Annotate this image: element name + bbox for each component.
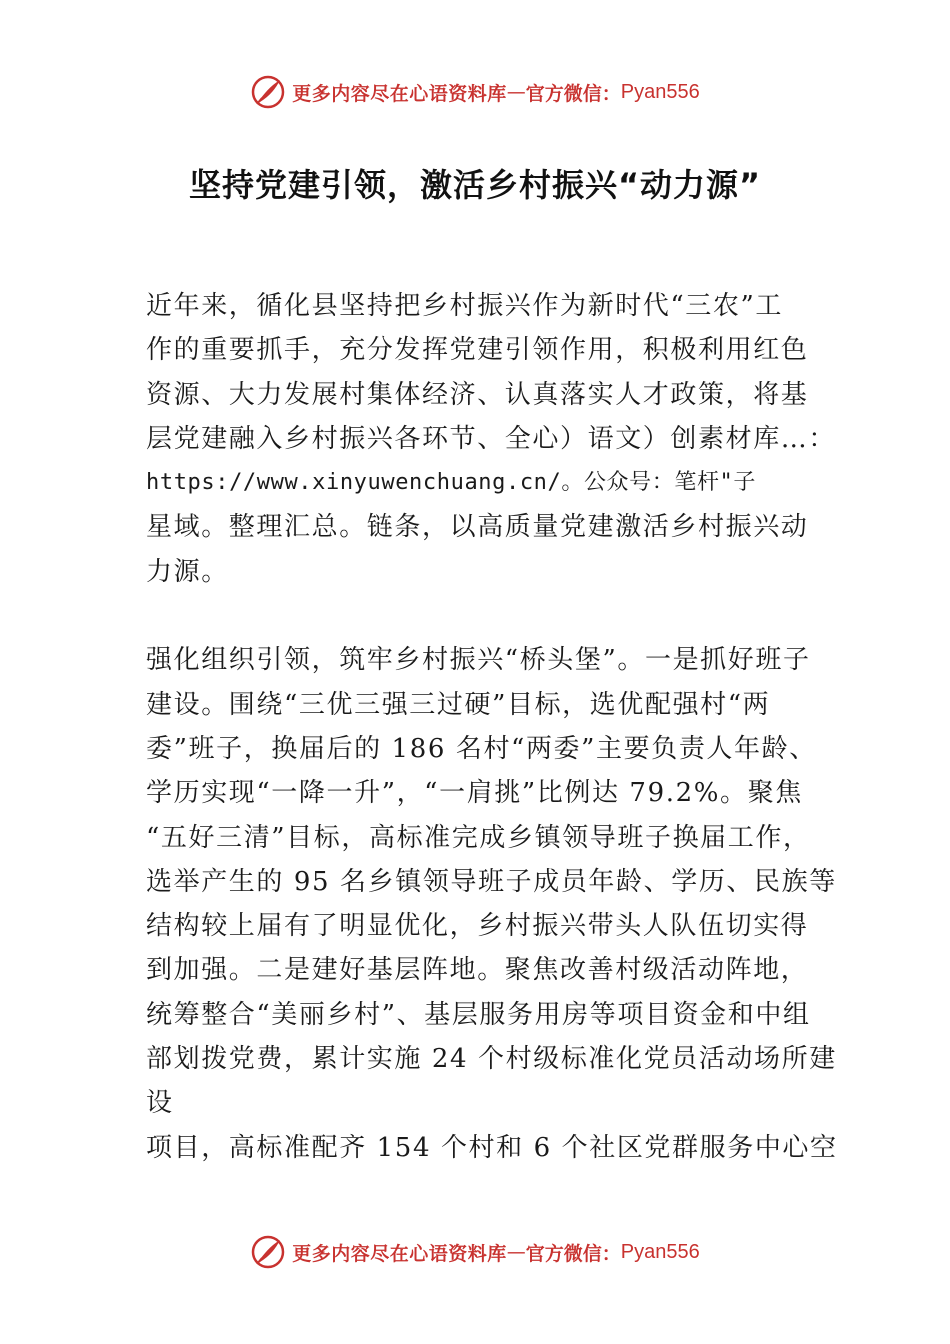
paragraph-line: 设	[146, 1088, 174, 1119]
paragraph-line: 强化组织引领，筑牢乡村振兴“桥头堡”。一是抓好班子	[146, 645, 811, 676]
paragraph-line: 到加强。二是建好基层阵地。聚焦改善村级活动阵地，	[146, 955, 809, 986]
paragraph-line: 项目，高标准配齐 154 个村和 6 个社区党群服务中心空	[146, 1132, 838, 1163]
footer-banner	[0, 1232, 950, 1272]
quill-pen-circle-icon	[250, 74, 286, 110]
paragraph-line: 作的重要抓手，充分发挥党建引领作用，积极利用红色	[146, 335, 809, 366]
paragraph-2	[146, 638, 838, 1170]
paragraph-line: 近年来，循化县坚持把乡村振兴作为新时代“三农”工	[146, 291, 783, 321]
banner-dash: —	[506, 1241, 526, 1263]
banner-dash: —	[506, 81, 526, 103]
paragraph-line: 学历实现“一降一升”，“一肩挑”比例达 79.2%。聚焦	[146, 778, 803, 809]
paragraph-line: 部划拨党费，累计实施 24 个村级标准化党员活动场所建	[146, 1044, 837, 1075]
paragraph-line-url: https://www.xinyuwenchuang.cn/。公众号：笔杆"子	[146, 470, 756, 496]
paragraph-line: 结构较上届有了明显优化，乡村振兴带头人队伍切实得	[146, 911, 809, 942]
paragraph-line: 统筹整合“美丽乡村”、基层服务用房等项目资金和中组	[146, 999, 811, 1030]
paragraph-line: 力源。	[146, 556, 229, 587]
banner-text: 更多内容尽在心语资料库	[292, 1242, 507, 1265]
banner-wechat-label: 官方微信：	[525, 82, 621, 105]
paragraph-line: “五好三清”目标，高标准完成乡镇领导班子换届工作，	[146, 822, 811, 853]
document-body	[146, 284, 838, 1170]
header-banner	[0, 72, 950, 112]
quill-pen-circle-icon	[250, 1234, 286, 1270]
paragraph-line: 层党建融入乡村振兴各环节、全心）语文）创素材库…：	[146, 423, 837, 454]
paragraph-line: 建设。围绕“三优三强三过硬”目标，选优配强村“两	[146, 689, 771, 720]
banner-wechat-id: Pyan556	[620, 1240, 700, 1263]
paragraph-line: 选举产生的 95 名乡镇领导班子成员年龄、学历、民族等	[146, 866, 837, 897]
banner-text: 更多内容尽在心语资料库	[292, 82, 507, 105]
paragraph-gap	[146, 594, 810, 638]
paragraph-line: 资源、大力发展村集体经济、认真落实人才政策，将基	[146, 379, 809, 410]
document-title: 坚持党建引领，激活乡村振兴“动力源”	[188, 166, 762, 204]
paragraph-line: 星域。整理汇总。链条，以高质量党建激活乡村振兴动	[146, 512, 809, 543]
paragraph-line: 委”班子，换届后的 186 名村“两委”主要负责人年龄、	[146, 733, 817, 764]
paragraph-1	[146, 284, 837, 594]
banner-wechat-id: Pyan556	[620, 80, 700, 103]
banner-wechat-label: 官方微信：	[525, 1242, 621, 1265]
